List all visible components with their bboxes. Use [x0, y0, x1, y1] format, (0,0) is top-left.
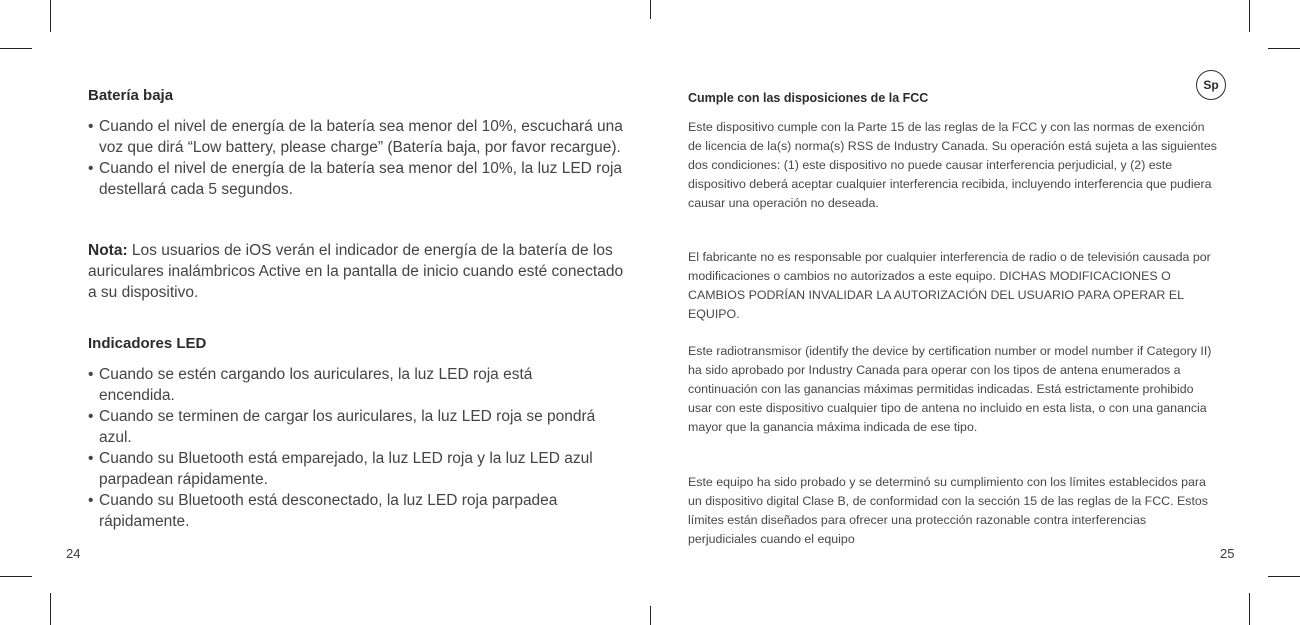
low-battery-list [88, 116, 623, 200]
list-item-text: Cuando el nivel de energía de la batería sea menor del 10%, la luz LED roja destellará cada 5 segundos. [99, 160, 623, 198]
led-indicators-list [88, 364, 608, 532]
crop-mark-left-top [0, 48, 32, 49]
left-page-number: 24 [66, 546, 81, 561]
ios-note [88, 240, 633, 303]
crop-mark-top-center [650, 0, 651, 19]
list-item [88, 116, 623, 158]
bullet-glyph: • [88, 408, 94, 425]
crop-mark-bottom-right [1249, 593, 1250, 625]
fcc-paragraph: El fabricante no es responsable por cualquier interferencia de radio o de televisión causada por modificaciones o cambios no autorizados a este equipo. DICHAS MODIFICACIONES O CAMBIOS PODRÍAN INVALIDAR LA AUTORIZACIÓN DEL USUARIO PARA OPERAR EL EQUIPO. [688, 250, 1211, 321]
crop-mark-bottom-left [50, 593, 51, 625]
right-page-number: 25 [1220, 546, 1235, 561]
fcc-heading: Cumple con las disposiciones de la FCC [688, 91, 929, 105]
fcc-paragraph: Este dispositivo cumple con la Parte 15 de las reglas de la FCC y con las normas de exención de licencia de la(s) norma(s) RSS de Industry Canada. Su operación está sujeta a las siguientes dos condiciones: (1) este dispositivo no puede causar interferencia perjudicial, y (2) este dispositivo deberá aceptar cualquier interferencia recibida, incluyendo interferencia que pudiera causar una operación no deseada. [688, 120, 1217, 210]
fcc-paragraph: Este radiotransmisor (identify the device by certification number or model number if Category II) ha sido aprobado por Industry Canada para operar con los tipos de antena enumerados a continuación con las ganancias máximas permitidas indicadas. Está estrictamente prohibido usar con este dispositivo cualquier tipo de antena no incluido en esta lista, o con una ganancia mayor que la ganancia máxima indicada de ese tipo. [688, 344, 1212, 434]
crop-mark-left-bottom [0, 576, 32, 577]
note-text: Los usuarios de iOS verán el indicador de energía de la batería de los auriculares inalámbricos Active en la pantalla de inicio cuando esté conectado a su dispositivo. [88, 242, 624, 301]
list-item [88, 158, 623, 200]
list-item [88, 490, 608, 532]
note-label: Nota: [88, 242, 128, 259]
list-item [88, 364, 608, 406]
bullet-glyph: • [88, 366, 94, 383]
crop-mark-right-top [1268, 48, 1300, 49]
list-item [88, 448, 608, 490]
list-item-text: Cuando el nivel de energía de la batería sea menor del 10%, escuchará una voz que dirá “Low battery, please charge” (Batería baja, por favor recargue). [99, 118, 623, 156]
list-item [88, 406, 608, 448]
crop-mark-top-right [1249, 0, 1250, 32]
list-item-text: Cuando su Bluetooth está emparejado, la luz LED roja y la luz LED azul parpadean rápidamente. [99, 450, 593, 488]
list-item-text: Cuando se estén cargando los auriculares, la luz LED roja está encendida. [99, 366, 533, 404]
crop-mark-right-bottom [1268, 576, 1300, 577]
fcc-paragraph: Este equipo ha sido probado y se determinó su cumplimiento con los límites establecidos para un dispositivo digital Clase B, de conformidad con la sección 15 de las reglas de la FCC. Estos límites están diseñados para ofrecer una protección razonable contra interferencias perjudiciales cuando el equipo [688, 475, 1208, 546]
low-battery-heading: Batería baja [88, 87, 174, 104]
crop-mark-bottom-center [650, 606, 651, 625]
list-item-text: Cuando se terminen de cargar los auriculares, la luz LED roja se pondrá azul. [99, 408, 596, 446]
crop-mark-top-left [50, 0, 51, 32]
bullet-glyph: • [88, 450, 94, 467]
bullet-glyph: • [88, 118, 94, 135]
bullet-glyph: • [88, 492, 94, 509]
list-item-text: Cuando su Bluetooth está desconectado, la luz LED roja parpadea rápidamente. [99, 492, 558, 530]
bullet-glyph: • [88, 160, 94, 177]
led-indicators-heading: Indicadores LED [88, 335, 207, 352]
language-badge: Sp [1196, 70, 1226, 100]
